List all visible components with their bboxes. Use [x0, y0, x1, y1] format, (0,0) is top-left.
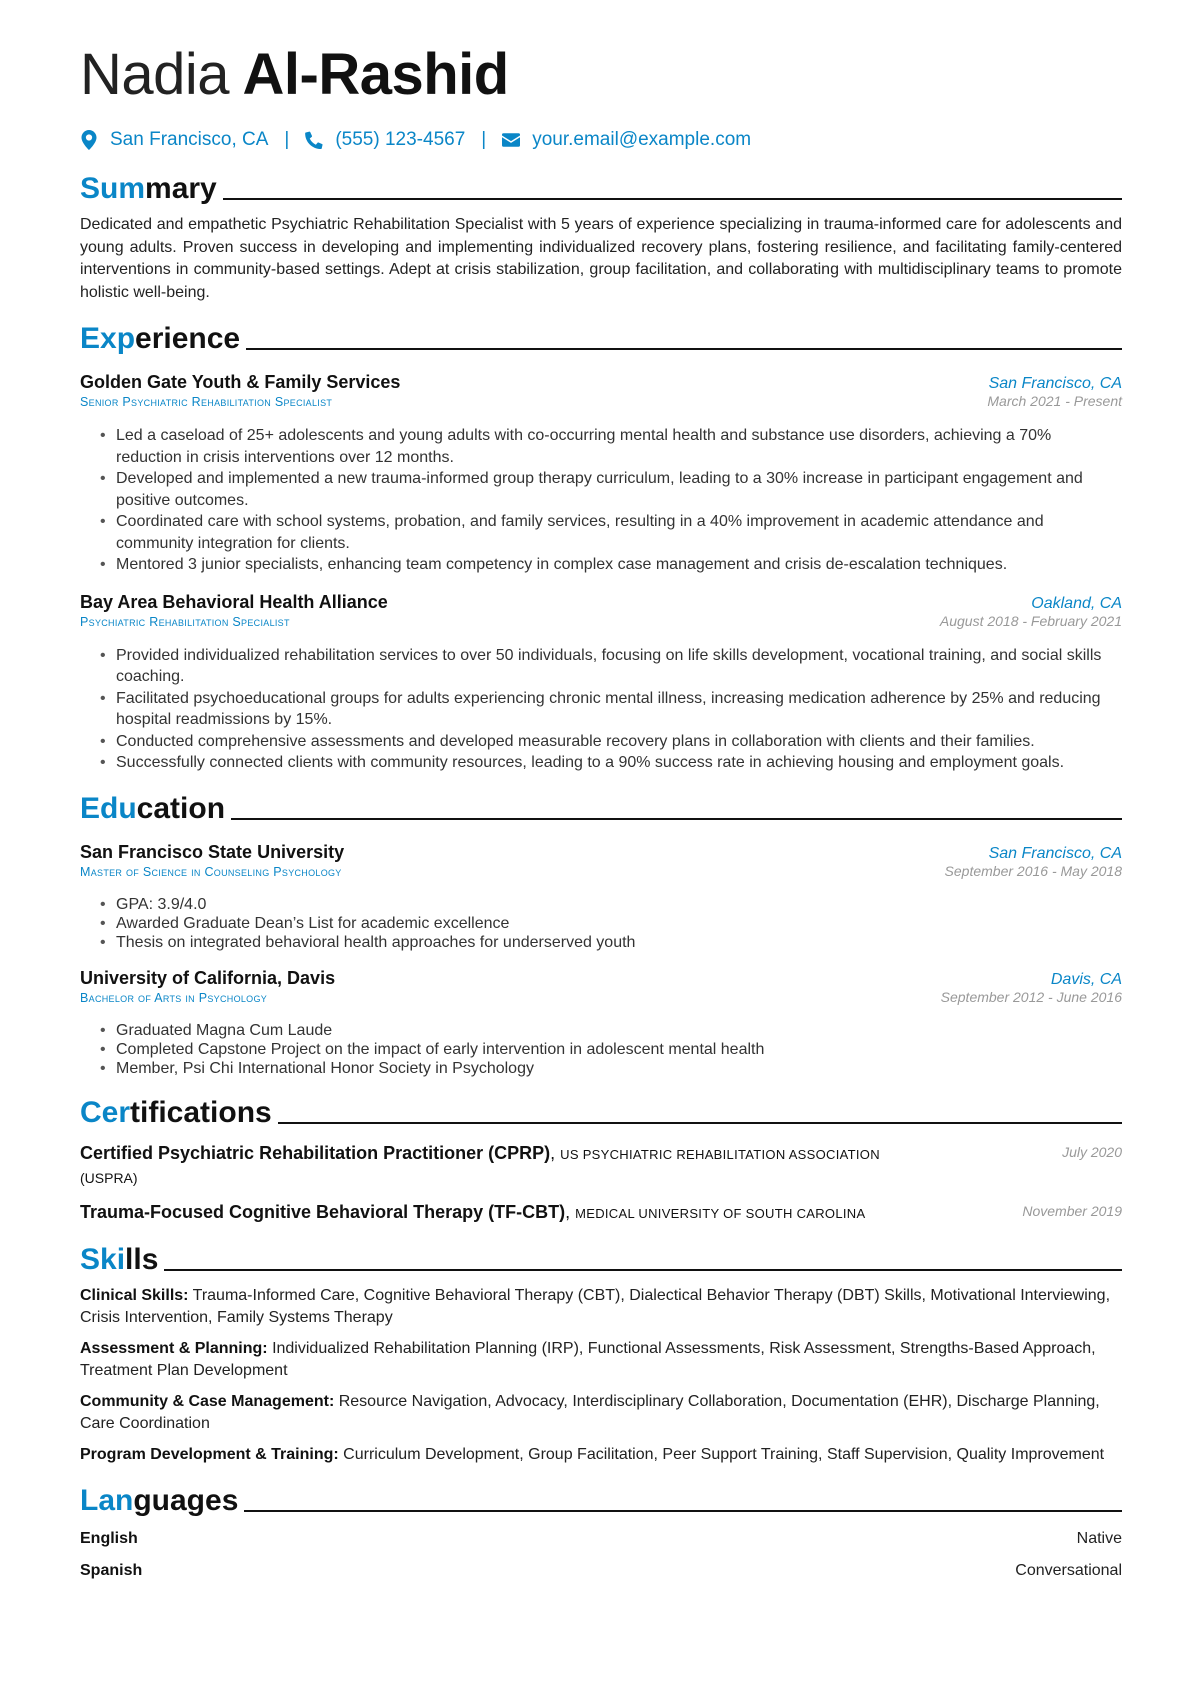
school-name: University of California, Davis — [80, 967, 336, 988]
education-dates: September 2012 - June 2016 — [940, 988, 1122, 1005]
section-rule — [278, 1122, 1122, 1124]
language-name: English — [80, 1530, 138, 1547]
section-rule — [223, 198, 1122, 200]
job-title: Psychiatric Rehabilitation Specialist — [80, 614, 290, 629]
job-bullets — [80, 425, 1122, 576]
skills-heading — [80, 1239, 1122, 1277]
section-title: Summary — [80, 172, 217, 205]
skill-category: Program Development & Training: — [80, 1445, 339, 1463]
degree-title: Master of Science in Counseling Psychology — [80, 864, 342, 879]
employer-name: Bay Area Behavioral Health Alliance — [80, 591, 388, 612]
skill-category: Assessment & Planning: — [80, 1339, 268, 1357]
list-item: • Led a caseload of 25+ adolescents and young adults with co-occurring mental health and substance use disorders, achieving a 70% reduction in crisis interventions over 12 months. — [116, 425, 1122, 468]
contact-separator: | — [284, 129, 290, 150]
employer-location: Oakland, CA — [1031, 594, 1122, 612]
skill-group — [80, 1391, 1122, 1436]
education-bullets — [80, 1021, 1122, 1078]
certification-date: November 2019 — [1022, 1202, 1122, 1219]
section-rule — [244, 1510, 1122, 1512]
certification-org-abbrev: (USPRA) — [80, 1169, 138, 1186]
school-name: San Francisco State University — [80, 841, 345, 862]
employer-name: Golden Gate Youth & Family Services — [80, 372, 401, 392]
contact-bar — [80, 126, 1122, 154]
language-level: Native — [1076, 1530, 1122, 1547]
summary-text: Dedicated and empathetic Psychiatric Rehabilitation Specialist with 5 years of experience specializing in trauma-informed care for adolescents and young adults. Proven success in developing and implementing individualized recovery plans, fostering resilience, and facilitating family-centered interventions in community-based settings. Adept at crisis stabilization, group facilitation, and collaborating with multidisciplinary teams to promote holistic well-being. — [80, 216, 1122, 301]
skill-list: Trauma-Informed Care, Cognitive Behavioral Therapy (CBT), Dialectical Behavior Therapy (DBT) Skills, Motivational Interviewing, Crisis Intervention, Family Systems Therapy — [80, 1286, 1111, 1326]
skill-group — [80, 1338, 1122, 1383]
list-item: • Provided individualized rehabilitation services to over 50 individuals, focusing on life skills development, vocational training, and social skills coaching. — [116, 645, 1122, 688]
email-link: your.email@example.com — [532, 129, 752, 150]
envelope-icon — [502, 130, 520, 150]
list-item: • Thesis on integrated behavioral health approaches for underserved youth — [116, 933, 1122, 952]
list-item: • GPA: 3.9/4.0 — [116, 895, 1122, 914]
language-row — [80, 1560, 1122, 1582]
list-item: • Mentored 3 junior specialists, enhancing team competency in complex case management and crisis de-escalation techniques. — [116, 554, 1122, 576]
certification-name: Certified Psychiatric Rehabilitation Practitioner (CPRP) — [80, 1142, 551, 1163]
certification-org: MEDICAL UNIVERSITY OF SOUTH CAROLINA — [575, 1205, 866, 1221]
skill-group — [80, 1444, 1122, 1467]
section-title: Languages — [80, 1484, 239, 1517]
last-name: Al-Rashid — [242, 42, 509, 107]
languages-heading — [80, 1480, 1122, 1518]
contact-location — [80, 129, 268, 151]
contact-separator: | — [481, 129, 487, 150]
language-name: Spanish — [80, 1562, 143, 1579]
skill-category: Clinical Skills: — [80, 1286, 189, 1304]
experience-entry — [80, 372, 1122, 576]
certification-date: July 2020 — [1062, 1143, 1122, 1160]
job-bullets — [80, 645, 1122, 774]
education-entry — [80, 842, 1122, 952]
employer-location: San Francisco, CA — [988, 375, 1122, 392]
language-level: Conversational — [1015, 1562, 1122, 1579]
list-item: • Conducted comprehensive assessments and developed measurable recovery plans in collaboration with clients and their families. — [116, 731, 1122, 753]
education-heading — [80, 788, 1122, 826]
school-location: Davis, CA — [1050, 970, 1122, 988]
list-item: • Successfully connected clients with community resources, leading to a 90% success rate in achieving housing and employment goals. — [116, 752, 1122, 774]
section-title: Education — [80, 791, 226, 825]
education-bullets — [80, 895, 1122, 952]
certification-entry: Certified Psychiatric Rehabilitation Practitioner (CPRP), US PSYCHIATRIC REHABILITATION ASSOCIATION (USPRA) July 2020 — [80, 1142, 1122, 1186]
experience-heading — [80, 318, 1122, 356]
skill-list: Resource Navigation, Advocacy, Interdisciplinary Collaboration, Documentation (EHR), Discharge Planning, Care Coordination — [80, 1392, 1100, 1432]
list-item: • Developed and implemented a new trauma-informed group therapy curriculum, leading to a 30% increase in participant engagement and positive outcomes. — [116, 468, 1122, 511]
certification-org: US PSYCHIATRIC REHABILITATION ASSOCIATION — [560, 1146, 880, 1162]
skill-list: Individualized Rehabilitation Planning (IRP), Functional Assessments, Risk Assessment, Strengths-Based Approach, Treatment Plan Development — [80, 1339, 1096, 1379]
skill-category: Community & Case Management: — [80, 1392, 335, 1410]
section-title: Certifications — [80, 1095, 272, 1129]
certifications-heading — [80, 1092, 1122, 1130]
list-item: • Graduated Magna Cum Laude — [116, 1021, 1122, 1040]
degree-title: Bachelor of Arts in Psychology — [80, 990, 268, 1005]
contact-email[interactable] — [502, 129, 751, 151]
summary-heading — [80, 168, 1122, 206]
section-rule — [246, 348, 1122, 350]
education-dates: September 2016 - May 2018 — [944, 862, 1122, 879]
certification-entry: Trauma-Focused Cognitive Behavioral Therapy (TF-CBT), MEDICAL UNIVERSITY OF SOUTH CAROLINA November 2019 — [80, 1201, 1122, 1222]
language-row — [80, 1528, 1122, 1550]
section-rule — [164, 1269, 1122, 1271]
list-item: • Member, Psi Chi International Honor Society in Psychology — [116, 1059, 1122, 1078]
section-rule — [231, 818, 1122, 820]
education-entry — [80, 968, 1122, 1078]
certification-name: Trauma-Focused Cognitive Behavioral Therapy (TF-CBT) — [80, 1201, 566, 1222]
school-location: San Francisco, CA — [988, 844, 1122, 862]
section-title: Skills — [80, 1242, 159, 1276]
list-item: • Facilitated psychoeducational groups for adults experiencing chronic mental illness, increasing medication adherence by 25% and reducing hospital readmissions by 15%. — [116, 688, 1122, 731]
phone-icon — [305, 130, 323, 150]
job-title: Senior Psychiatric Rehabilitation Specialist — [80, 395, 333, 409]
job-dates: August 2018 - February 2021 — [939, 612, 1122, 629]
location-text: San Francisco, CA — [110, 129, 269, 150]
job-dates: March 2021 - Present — [987, 393, 1122, 409]
list-item: • Completed Capstone Project on the impact of early intervention in adolescent mental health — [116, 1040, 1122, 1059]
candidate-name — [80, 40, 1122, 110]
resume-page — [80, 40, 1122, 1582]
list-item: • Coordinated care with school systems, probation, and family services, resulting in a 40% improvement in academic attendance and community integration for clients. — [116, 511, 1122, 554]
map-marker-icon — [80, 130, 98, 150]
skill-list: Curriculum Development, Group Facilitation, Peer Support Training, Staff Supervision, Quality Improvement — [343, 1445, 1105, 1463]
contact-phone[interactable] — [305, 129, 465, 151]
experience-entry — [80, 592, 1122, 774]
phone-text: (555) 123-4567 — [335, 129, 466, 150]
skill-group — [80, 1285, 1122, 1330]
section-title: Experience — [80, 322, 241, 355]
list-item: • Awarded Graduate Dean’s List for academic excellence — [116, 914, 1122, 933]
first-name: Nadia — [80, 42, 230, 107]
